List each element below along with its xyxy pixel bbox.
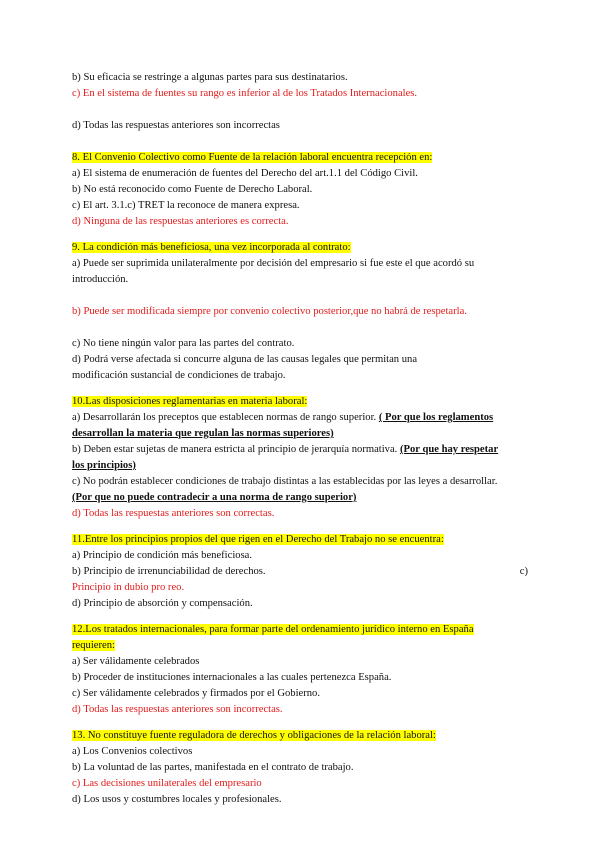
q9-question: 9. La condición más beneficiosa, una vez incorporada al contrato: (72, 242, 351, 253)
q10-option-a: a) Desarrollarán los preceptos que establecen normas de rango superior. (72, 412, 377, 423)
q10-option-b-note-1: (Por que hay respetar (399, 444, 499, 455)
q10-option-c-note: (Por que no puede contradecir a una norma de rango superior) (72, 492, 357, 503)
q13-question: 13. No constituye fuente reguladora de derechos y obligaciones de la relación laboral: (72, 730, 436, 741)
q11-option-c: Principio in dubio pro reo. (72, 582, 185, 593)
q11-option-b: b) Principio de irrenunciabilidad de derechos. (72, 566, 266, 577)
q12-question-line1: 12.Los tratados internacionales, para formar parte del ordenamiento jurídico interno en España (72, 624, 474, 635)
q8-option-d: d) Ninguna de las respuestas anteriores es correcta. (72, 216, 289, 227)
q8-question: 8. El Convenio Colectivo como Fuente de la relación laboral encuentra recepción en: (72, 152, 433, 163)
q8-option-a: a) El sistema de enumeración de fuentes del Derecho del art.1.1 del Código Civil. (72, 168, 418, 179)
q11-option-c-marker: c) (519, 566, 528, 577)
q10-option-b: b) Deben estar sujetas de manera estricta al principio de jerarquía normativa. (72, 444, 398, 455)
q10-question: 10.Las disposiciones reglamentarias en materia laboral: (72, 396, 308, 407)
document-content (72, 70, 532, 808)
q9-option-a-line2: introducción. (72, 274, 129, 285)
q13-option-a: a) Los Convenios colectivos (72, 746, 193, 757)
q11-option-d: d) Principio de absorción y compensación. (72, 598, 253, 609)
q10-option-c: c) No podrán establecer condiciones de trabajo distintas a las establecidas por las leyes a desarrollar. (72, 476, 498, 487)
q8-option-c: c) El art. 3.1.c) TRET la reconoce de manera expresa. (72, 200, 300, 211)
prev-option-b: b) Su eficacia se restringe a algunas partes para sus destinatarios. (72, 72, 348, 83)
prev-option-c: c) En el sistema de fuentes su rango es inferior al de los Tratados Internacionales. (72, 88, 418, 99)
q12-option-b: b) Proceder de instituciones internacionales a las cuales pertenezca España. (72, 672, 392, 683)
q9-option-a-line1: a) Puede ser suprimida unilateralmente por decisión del empresario si fue este el que acordó su (72, 258, 475, 269)
q9-option-c: c) No tiene ningún valor para las partes del contrato. (72, 338, 295, 349)
q10-option-d: d) Todas las respuestas anteriores son correctas. (72, 508, 275, 519)
q9-option-d-line2: modificación sustancial de condiciones de trabajo. (72, 370, 286, 381)
q9-option-d-line1: d) Podrá verse afectada si concurre alguna de las causas legales que permitan una (72, 354, 418, 365)
q12-question-line2: requieren: (72, 640, 115, 651)
q12-option-c: c) Ser válidamente celebrados y firmados por el Gobierno. (72, 688, 320, 699)
q13-option-c: c) Las decisiones unilaterales del empresario (72, 778, 262, 789)
q11-option-a: a) Principio de condición más beneficiosa. (72, 550, 253, 561)
q13-option-b: b) La voluntad de las partes, manifestada en el contrato de trabajo. (72, 762, 354, 773)
q9-option-b: b) Puede ser modificada siempre por convenio colectivo posterior,que no habrá de respetarla. (72, 306, 467, 317)
q8-option-b: b) No está reconocido como Fuente de Derecho Laboral. (72, 184, 313, 195)
q10-option-b-note-2: los principios) (72, 460, 136, 471)
q10-option-a-note-2: desarrollan la materia que regulan las normas superiores) (72, 428, 334, 439)
prev-option-d: d) Todas las respuestas anteriores son incorrectas (72, 120, 280, 131)
q11-question: 11.Entre los principios propios del que rigen en el Derecho del Trabajo no se encuentra: (72, 534, 444, 545)
q10-option-a-note-1: ( Por que los reglamentos (378, 412, 494, 423)
q13-option-d: d) Los usos y costumbres locales y profesionales. (72, 794, 282, 805)
q12-option-a: a) Ser válidamente celebrados (72, 656, 200, 667)
q12-option-d: d) Todas las respuestas anteriores son incorrectas. (72, 704, 283, 715)
